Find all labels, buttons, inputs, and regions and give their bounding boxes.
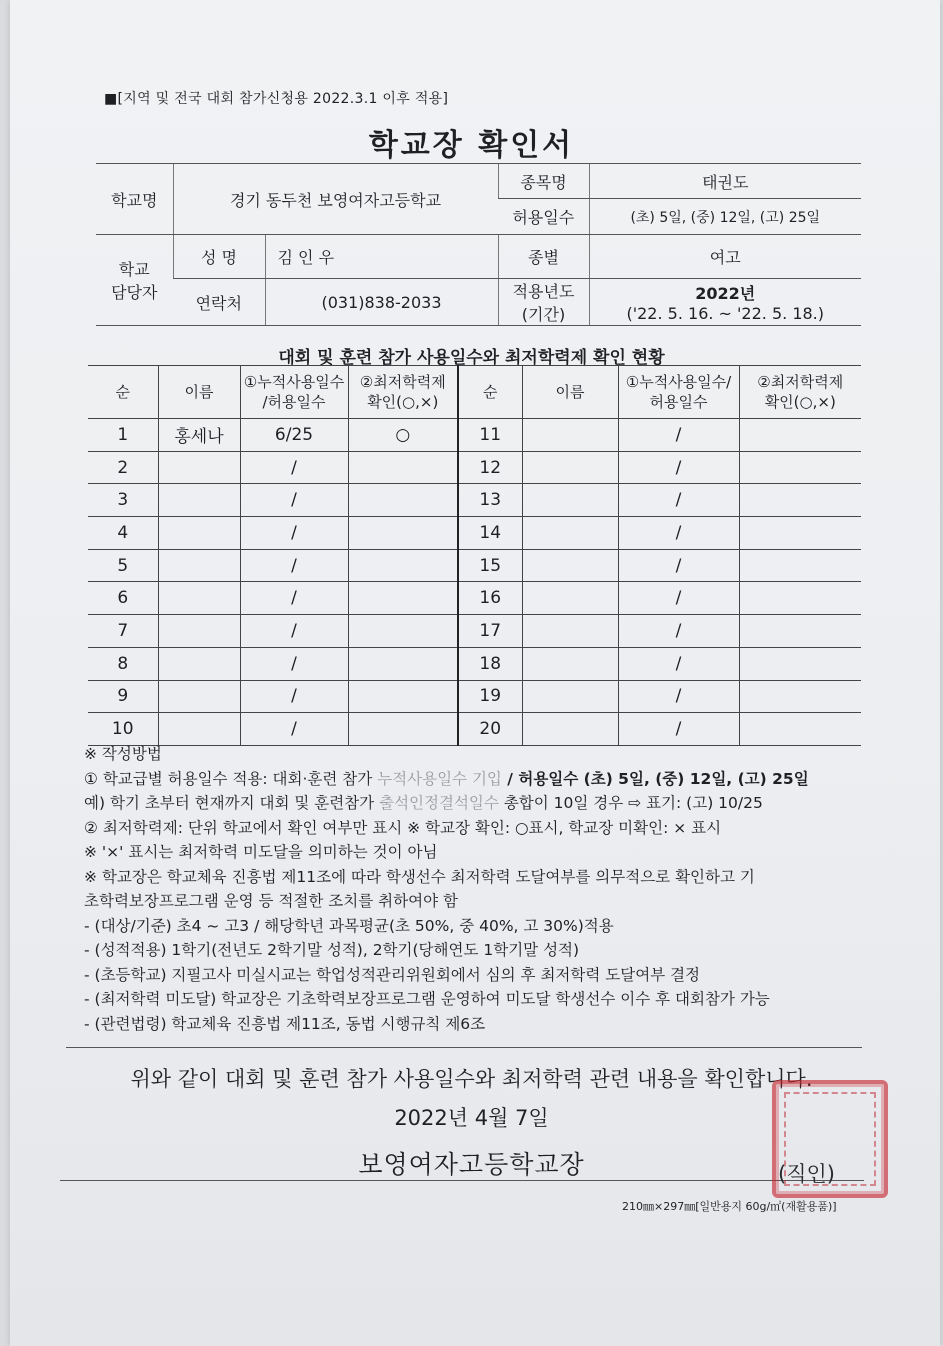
row-min-check-right: [739, 680, 861, 713]
row-name-right: [522, 451, 618, 484]
row-days-right: /: [618, 647, 739, 680]
page-title: 학교장 확인서: [368, 128, 575, 163]
col-header-days: [240, 366, 348, 419]
note-text: 예) 학기 초부터 현재까지 대회 및 훈련참가: [84, 794, 380, 812]
row-min-check: [348, 647, 458, 680]
row-no-right: 15: [458, 549, 522, 582]
row-days: /: [240, 549, 348, 582]
contact-label: [96, 235, 173, 326]
row-min-check: ○: [348, 419, 458, 452]
note-line: - (대상/기준) 초4 ~ 고3 / 해당학년 과목평균(초 50%, 중 40%, 고 30%)적용: [84, 916, 614, 935]
row-name-right: [522, 549, 618, 582]
table-row: [88, 549, 861, 582]
status-subtitle: 대회 및 훈련 참가 사용일수와 최저학력제 확인 현황: [278, 348, 665, 368]
note-text: 총합이 10일 경우 ⇨ 표기: (고) 10/25: [498, 794, 763, 812]
row-name-right: [522, 419, 618, 452]
table-row: [88, 451, 861, 484]
row-name: [158, 484, 240, 517]
table-row: [88, 419, 861, 452]
row-name: [158, 680, 240, 713]
row-name: [158, 549, 240, 582]
col-header-no: 순: [88, 366, 158, 419]
table-row: [88, 615, 861, 648]
row-days-right: /: [618, 680, 739, 713]
row-days: /: [240, 451, 348, 484]
col-header-name-right: 이름: [522, 366, 618, 419]
row-min-check: [348, 517, 458, 550]
col-header-min-line2: 확인(○,×): [367, 393, 439, 411]
row-no-right: 13: [458, 484, 522, 517]
row-name: [158, 517, 240, 550]
row-name-right: [522, 680, 618, 713]
note-text: ① 학교급별 허용일수 적용: 대회·훈련 참가: [84, 769, 378, 788]
row-min-check-right: [739, 451, 861, 484]
row-no: 10: [88, 713, 158, 746]
row-days-right: /: [618, 517, 739, 550]
col-header-min: [348, 366, 458, 419]
row-no: 7: [88, 615, 158, 648]
col-header-min-line1: ②최저학력제: [359, 373, 446, 391]
row-no: 4: [88, 517, 158, 550]
row-min-check-right: [739, 484, 861, 517]
row-days: /: [240, 647, 348, 680]
allowed-days-label: 허용일수: [498, 199, 589, 235]
row-name: [158, 451, 240, 484]
col-header-days-right-line1: ①누적사용일수/: [625, 373, 732, 391]
row-name: [158, 582, 240, 615]
row-min-check-right: [739, 647, 861, 680]
row-days: /: [240, 484, 348, 517]
col-header-min-right-line2: 확인(○,×): [764, 393, 836, 411]
row-days-right: /: [618, 582, 739, 615]
note-line: - (최저학력 미도달) 학교장은 기초학력보장프로그램 운영하여 미도달 학생선수 이수 후 대회참가 가능: [84, 990, 770, 1008]
row-name: [158, 647, 240, 680]
phone-value: (031)838-2033: [265, 279, 498, 326]
contact-label-line1: 학교: [118, 260, 150, 279]
table-row: [88, 647, 861, 680]
allowed-days-value: (초) 5일, (중) 12일, (고) 25일: [589, 199, 861, 235]
row-no: 3: [88, 484, 158, 517]
status-table: [88, 365, 861, 746]
year-label-line1: 적용년도: [512, 282, 575, 301]
row-no: 1: [88, 419, 158, 452]
info-table: [96, 163, 861, 326]
col-header-days-right-line2: 허용일수: [649, 393, 708, 411]
note-faded-text: 누적사용일수 기입: [377, 769, 502, 788]
row-no-right: 12: [458, 451, 522, 484]
header-note: ■[지역 및 전국 대회 참가신청용 2022.3.1 이후 적용]: [104, 91, 449, 107]
name-label: 성 명: [173, 235, 265, 279]
year-label-line2: (기간): [521, 305, 566, 324]
name-value: 김 인 우: [265, 235, 498, 279]
row-min-check: [348, 451, 458, 484]
row-min-check: [348, 615, 458, 648]
row-name-right: [522, 615, 618, 648]
col-header-days-line1: ①누적사용일수: [243, 373, 345, 391]
row-no-right: 14: [458, 517, 522, 550]
year-cell: [589, 279, 861, 326]
row-min-check-right: [739, 582, 861, 615]
row-days-right: /: [618, 484, 739, 517]
year-label: [498, 279, 589, 326]
row-no: 9: [88, 680, 158, 713]
issue-date: 2022년 4월 7일: [394, 1106, 549, 1130]
row-name-right: [522, 647, 618, 680]
row-no: 2: [88, 451, 158, 484]
row-days-right: /: [618, 419, 739, 452]
row-days-right: /: [618, 713, 739, 746]
col-header-no-right: 순: [458, 366, 522, 419]
contact-label-line2: 담당자: [111, 283, 158, 302]
note-faded-text: 출석인정결석일수: [379, 794, 499, 812]
row-name-right: [522, 713, 618, 746]
row-days: /: [240, 582, 348, 615]
row-min-check: [348, 484, 458, 517]
col-header-min-right: [739, 366, 861, 419]
phone-label: 연락처: [173, 279, 265, 326]
note-line: - (성적적용) 1학기(전년도 2학기말 성적), 2학기(당해연도 1학기말 성적): [84, 941, 580, 959]
period-value: ('22. 5. 16. ~ '22. 5. 18.): [626, 304, 824, 323]
note-line: - (초등학교) 지필고사 미실시교는 학업성적관리위원회에서 심의 후 최저학력 도달여부 결정: [84, 965, 701, 984]
row-no-right: 11: [458, 419, 522, 452]
table-row: [88, 484, 861, 517]
row-days-right: /: [618, 549, 739, 582]
col-header-min-right-line1: ②최저학력제: [757, 373, 844, 391]
table-row: [88, 582, 861, 615]
note-line: - (관련법령) 학교체육 진흥법 제11조, 동법 시행규칙 제6조: [84, 1014, 486, 1033]
row-days: 6/25: [240, 419, 348, 452]
note-line: ② 최저학력제: 단위 학교에서 확인 여부만 표시 ※ 학교장 확인: ○표시, 학교장 미확인: × 표시: [84, 818, 722, 837]
divider: [60, 1180, 864, 1181]
row-min-check: [348, 680, 458, 713]
row-no-right: 16: [458, 582, 522, 615]
school-value: 경기 동두천 보영여자고등학교: [173, 164, 498, 235]
table-row: [88, 517, 861, 550]
note-line: 초학력보장프로그램 운영 등 적절한 조치를 취하여야 함: [84, 892, 458, 910]
event-value: 태권도: [589, 164, 861, 199]
col-header-days-right: [618, 366, 739, 419]
type-value: 여고: [589, 235, 861, 279]
row-min-check: [348, 582, 458, 615]
row-min-check: [348, 713, 458, 746]
note-line: [84, 791, 809, 816]
instructions: [84, 742, 809, 1036]
row-no-right: 17: [458, 615, 522, 648]
type-label: 종별: [498, 235, 589, 279]
stamp-label: (직인): [778, 1162, 835, 1186]
row-days-right: /: [618, 615, 739, 648]
row-days: /: [240, 615, 348, 648]
note-text: / 허용일수 (초) 5일, (중) 12일, (고) 25일: [501, 769, 809, 788]
row-no-right: 20: [458, 713, 522, 746]
row-name: [158, 615, 240, 648]
signer-name: 보영여자고등학교장: [358, 1150, 585, 1179]
row-min-check-right: [739, 419, 861, 452]
row-days: /: [240, 713, 348, 746]
paper-size-note: 210㎜×297㎜[일반용지 60g/㎡(재활용품)]: [622, 1200, 837, 1213]
row-name-right: [522, 582, 618, 615]
notes-heading: ※ 작성방법: [84, 745, 162, 763]
note-line: ※ '×' 표시는 최저학력 미도달을 의미하는 것이 아님: [84, 843, 438, 861]
row-no: 5: [88, 549, 158, 582]
row-no: 6: [88, 582, 158, 615]
col-header-name: 이름: [158, 366, 240, 419]
note-line: ※ 학교장은 학교체육 진흥법 제11조에 따라 학생선수 최저학력 도달여부를 의무적으로 확인하고 기: [84, 867, 755, 886]
row-min-check-right: [739, 549, 861, 582]
row-min-check: [348, 549, 458, 582]
row-min-check-right: [739, 517, 861, 550]
row-name-right: [522, 517, 618, 550]
row-days-right: /: [618, 451, 739, 484]
table-row: [88, 713, 861, 746]
row-min-check-right: [739, 713, 861, 746]
row-min-check-right: [739, 615, 861, 648]
event-label: 종목명: [498, 164, 589, 199]
confirm-statement: 위와 같이 대회 및 훈련 참가 사용일수와 최저학력 관련 내용을 확인합니다.: [130, 1067, 813, 1091]
row-no: 8: [88, 647, 158, 680]
row-days: /: [240, 517, 348, 550]
note-line: [84, 767, 809, 792]
row-name: 홍세나: [158, 419, 240, 452]
school-label: 학교명: [96, 164, 173, 235]
row-no-right: 18: [458, 647, 522, 680]
year-value: 2022년: [695, 284, 756, 303]
divider: [66, 1047, 862, 1048]
row-name-right: [522, 484, 618, 517]
row-days: /: [240, 680, 348, 713]
table-row: [88, 680, 861, 713]
col-header-days-line2: /허용일수: [262, 393, 326, 411]
row-no-right: 19: [458, 680, 522, 713]
row-name: [158, 713, 240, 746]
